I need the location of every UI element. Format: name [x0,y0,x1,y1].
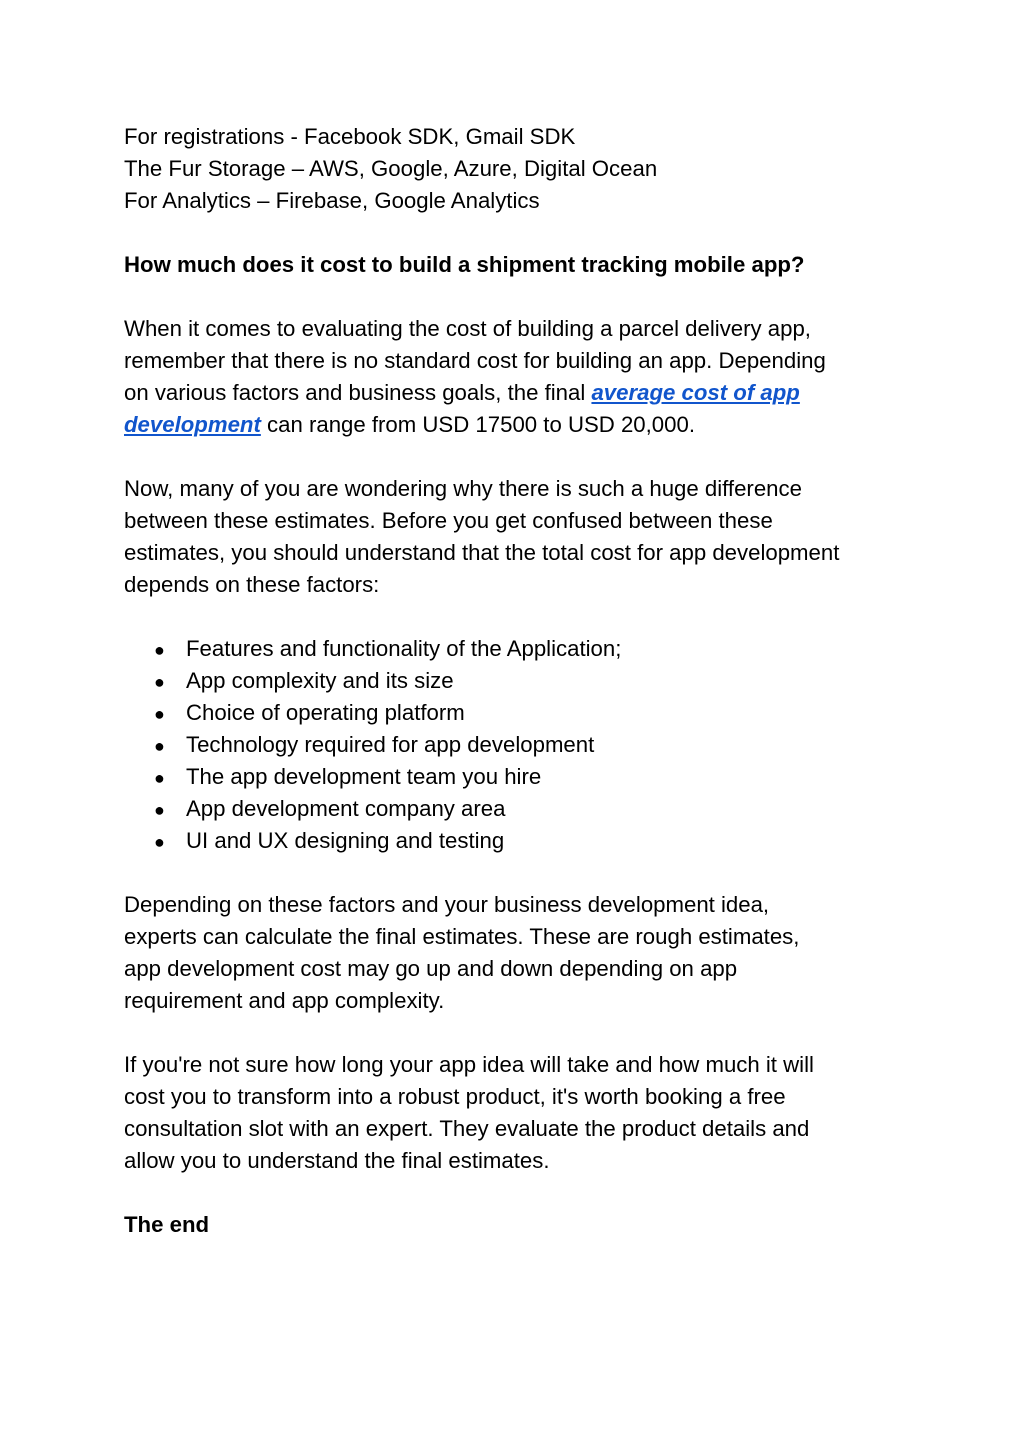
paragraph-line: When it comes to evaluating the cost of building a parcel delivery app, [124,316,811,341]
spacer [124,217,914,249]
paragraph-line: Depending on these factors and your business development idea, [124,892,770,917]
paragraph-line: If you're not sure how long your app idea will take and how much it will [124,1052,814,1077]
intro-block [124,121,914,217]
list-item-text: Features and functionality of the Application; [186,636,622,661]
paragraph-line: app development cost may go up and down depending on app [124,956,738,981]
spacer [124,857,914,889]
intro-line: For registrations - Facebook SDK, Gmail SDK [124,124,576,149]
list-item-text: App development company area [186,796,506,821]
list-item [154,633,914,665]
bullet-icon: ● [154,736,165,756]
paragraph-line [124,409,914,441]
paragraph-line: depends on these factors: [124,572,380,597]
spacer [124,601,914,633]
paragraph-text: can range from USD 17500 to USD 20,000. [260,412,695,437]
estimates-paragraph [124,473,914,601]
paragraph-line: allow you to understand the final estimates. [124,1148,550,1173]
list-item [154,665,914,697]
list-item [154,729,914,761]
factors-summary-paragraph [124,889,914,1017]
paragraph-line: estimates, you should understand that the total cost for app development [124,540,840,565]
list-item [154,793,914,825]
list-item [154,697,914,729]
bullet-icon: ● [154,800,165,820]
bullet-icon: ● [154,672,165,692]
bullet-icon: ● [154,832,165,852]
bullet-icon: ● [154,704,165,724]
paragraph-line: requirement and app complexity. [124,988,445,1013]
average-cost-link[interactable]: average cost of app [591,380,800,405]
list-item-text: Choice of operating platform [186,700,465,725]
average-cost-link-continued[interactable]: development [124,412,261,437]
list-item [154,761,914,793]
end-heading: The end [124,1212,210,1237]
intro-line: The Fur Storage – AWS, Google, Azure, Digital Ocean [124,156,658,181]
list-item-text: UI and UX designing and testing [186,828,505,853]
spacer [124,1017,914,1049]
list-item-text: Technology required for app development [186,732,595,757]
spacer [124,1177,914,1209]
cost-heading: How much does it cost to build a shipment tracking mobile app? [124,252,805,277]
document-page [124,121,914,1241]
paragraph-line [124,377,914,409]
paragraph-text: on various factors and business goals, the final [124,380,592,405]
spacer [124,441,914,473]
paragraph-line: Now, many of you are wondering why there is such a huge difference [124,476,802,501]
intro-line: For Analytics – Firebase, Google Analytics [124,188,540,213]
cost-paragraph [124,313,914,441]
paragraph-line: between these estimates. Before you get confused between these [124,508,773,533]
bullet-icon: ● [154,640,165,660]
paragraph-line: remember that there is no standard cost for building an app. Depending [124,348,826,373]
list-item-text: The app development team you hire [186,764,542,789]
list-item-text: App complexity and its size [186,668,454,693]
paragraph-line: cost you to transform into a robust product, it's worth booking a free [124,1084,786,1109]
consultation-paragraph [124,1049,914,1177]
paragraph-line: consultation slot with an expert. They evaluate the product details and [124,1116,810,1141]
paragraph-line: experts can calculate the final estimates. These are rough estimates, [124,924,800,949]
spacer [124,281,914,313]
bullet-icon: ● [154,768,165,788]
factors-list [124,633,914,857]
list-item [154,825,914,857]
